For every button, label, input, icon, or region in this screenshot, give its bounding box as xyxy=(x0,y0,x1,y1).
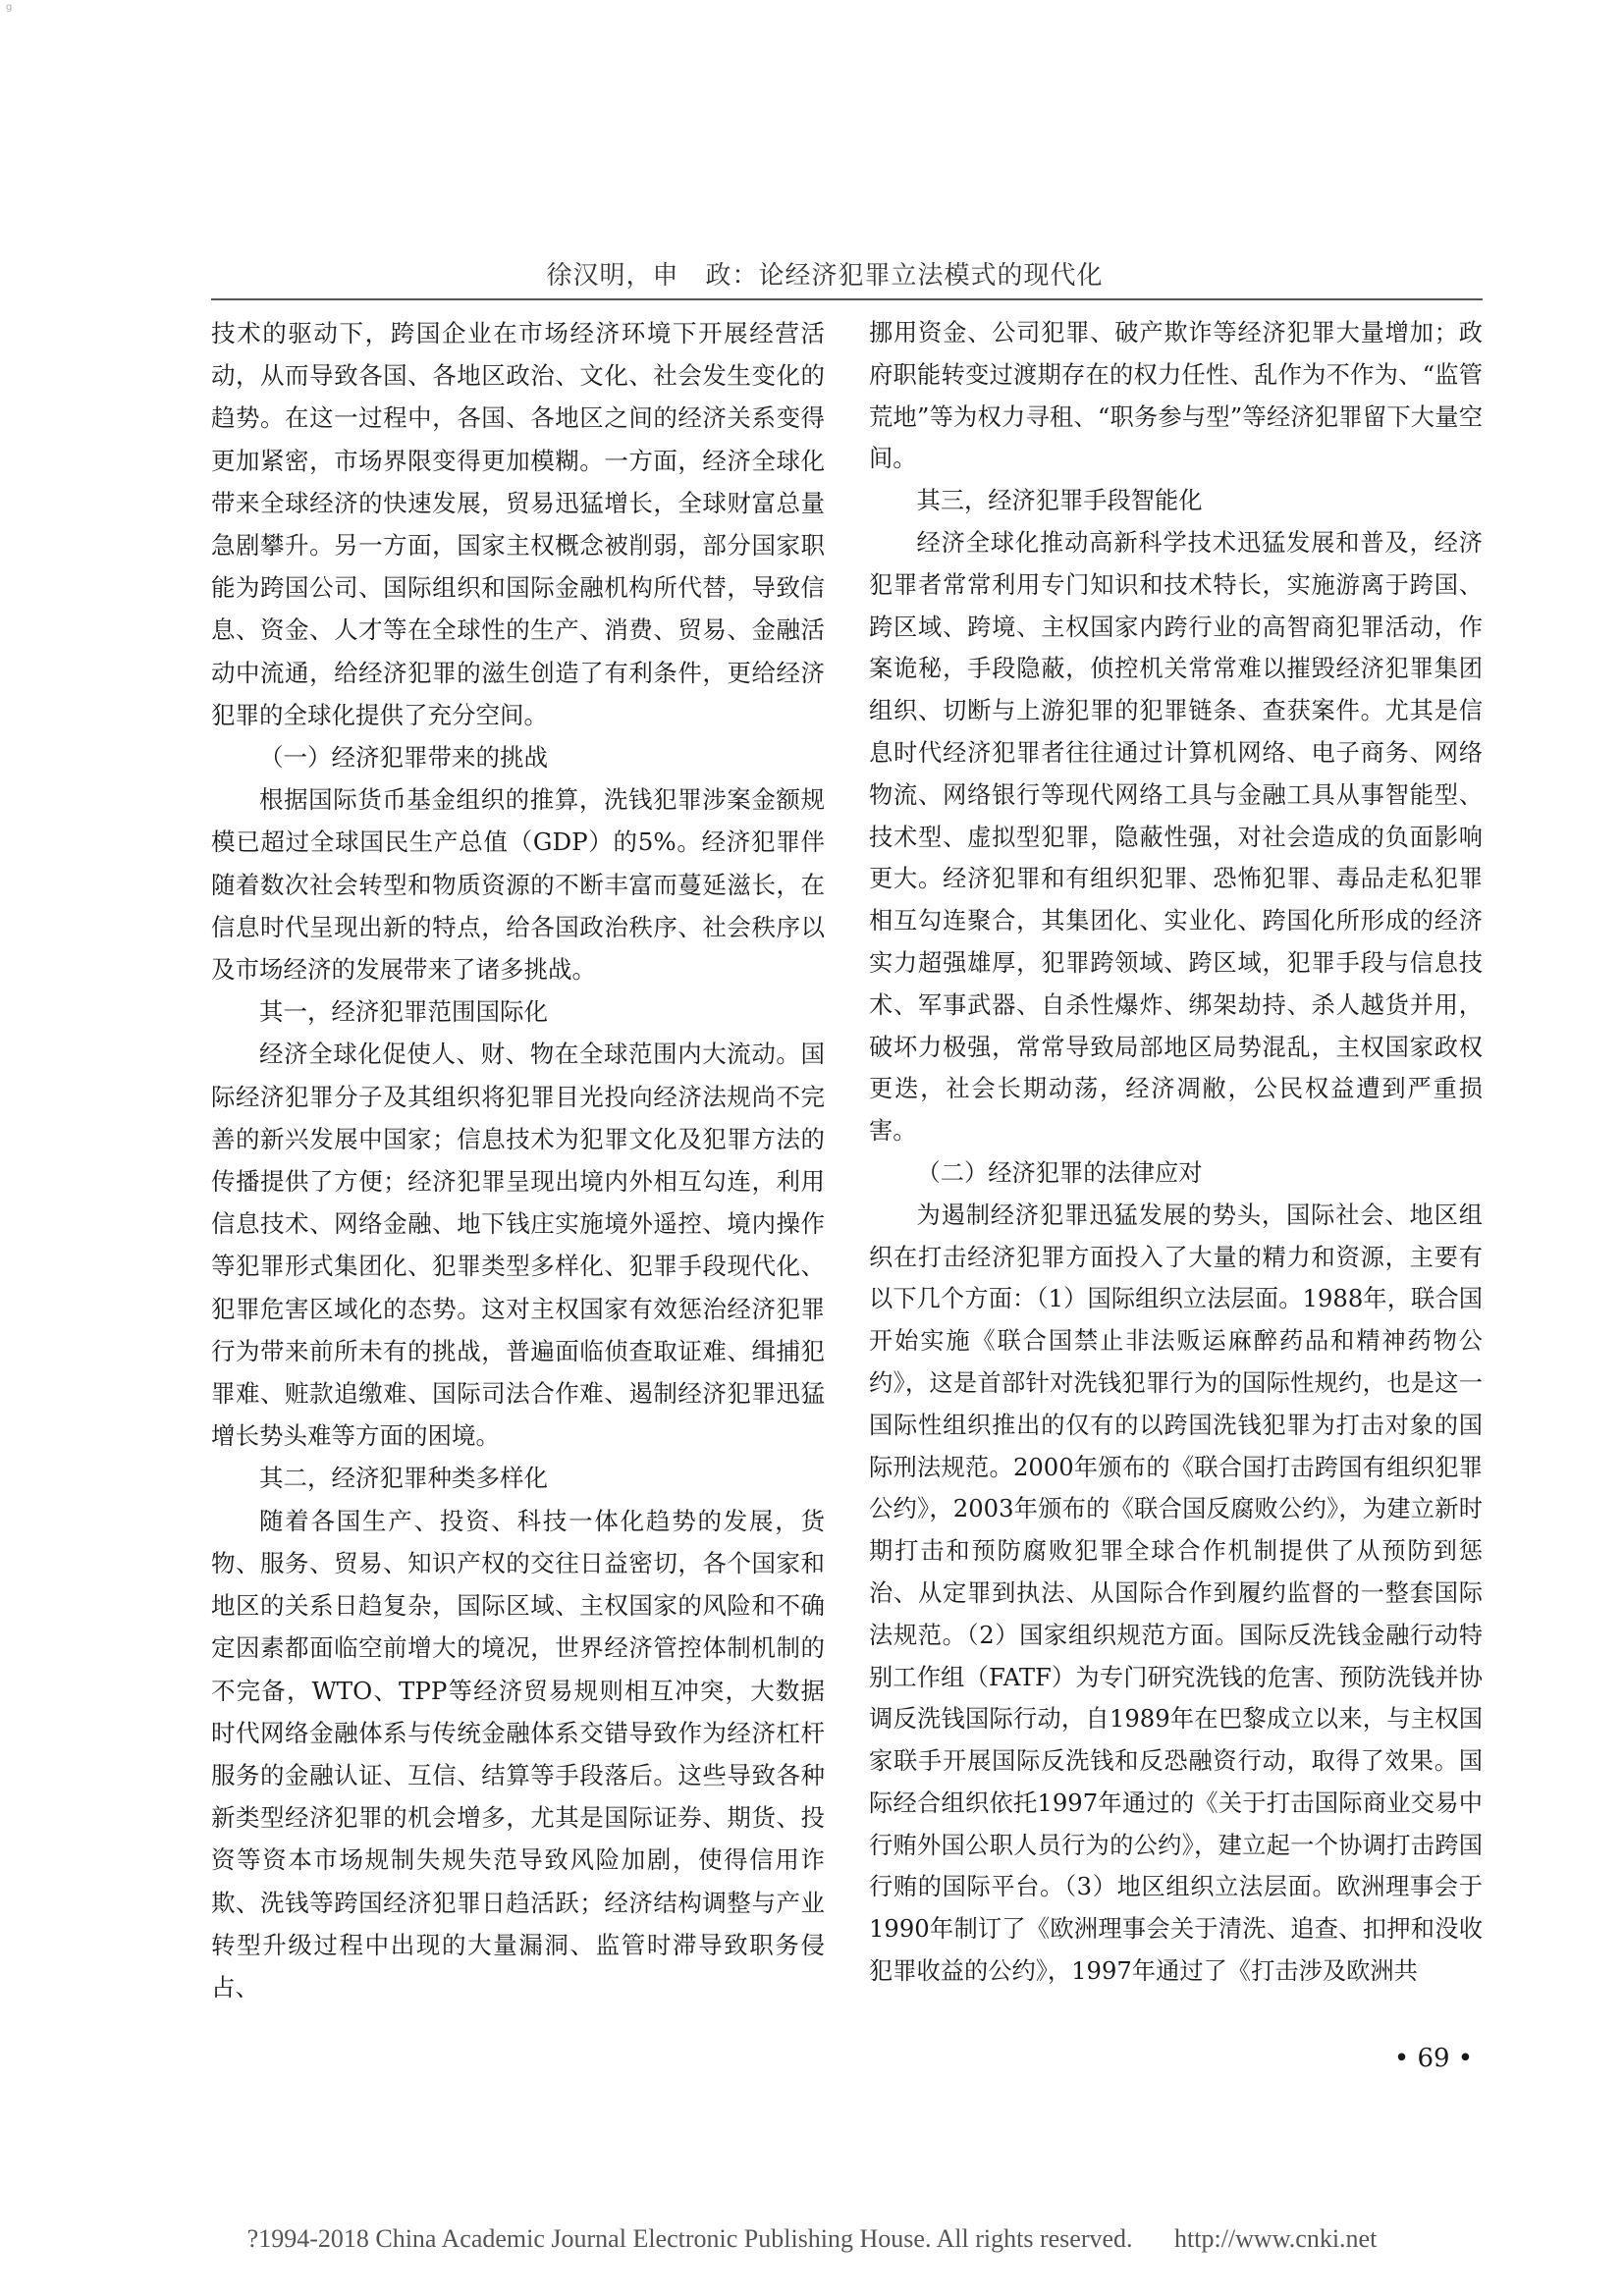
right-column xyxy=(869,312,1483,1993)
copyright-footer xyxy=(0,2224,1624,2254)
paragraph: 挪用资金、公司犯罪、破产欺诈等经济犯罪大量增加；政府职能转变过渡期存在的权力任性、乱作为不作为、“监管荒地”等为权力寻租、“职务参与型”等经济犯罪留下大量空间。 xyxy=(869,318,1483,473)
header-rule xyxy=(211,298,1483,300)
subsection-heading: 其二，经济犯罪种类多样化 xyxy=(259,1464,548,1493)
page-number: • 69 • xyxy=(1393,2044,1474,2073)
copyright-text: ?1994-2018 China Academic Journal Electronic Publishing House. All rights reserved. xyxy=(246,2224,1133,2253)
paragraph: 随着各国生产、投资、科技一体化趋势的发展，货物、服务、贸易、知识产权的交往日益密切，各个国家和地区的关系日趋复杂，国际区域、主权国家的风险和不确定因素都面临空前增大的境况，世界经济管控体制机制的不完备，WTO、TPP等经济贸易规则相互冲突，大数据时代网络金融体系与传统金融体系交错导致作为经济杠杆服务的金融认证、互信、结算等手段落后。这些导致各种新类型经济犯罪的机会增多，尤其是国际证券、期货、投资等资本市场规制失规失范导致风险加剧，使得信用诈欺、洗钱等跨国经济犯罪日趋活跃；经济结构调整与产业转型升级过程中出现的大量漏洞、监管时滞导致职务侵占、 xyxy=(211,1506,825,2002)
section-heading: （二）经济犯罪的法律应对 xyxy=(916,1157,1203,1187)
paragraph: 为遏制经济犯罪迅猛发展的势头，国际社会、地区组织在打击经济犯罪方面投入了大量的精力和资源，主要有以下几个方面：（1）国际组织立法层面。1988年，联合国开始实施《联合国禁止非法贩运麻醉药品和精神药物公约》，这是首部针对洗钱犯罪行为的国际性规约，也是这一国际性组织推出的仅有的以跨国洗钱犯罪为打击对象的国际刑法规范。2000年颁布的《联合国打击跨国有组织犯罪公约》，2003年颁布的《联合国反腐败公约》，为建立新时期打击和预防腐败犯罪全球合作机制提供了从预防到惩治、从定罪到执法、从国际合作到履约监督的一整套国际法规范。（2）国家组织规范方面。国际反洗钱金融行动特别工作组（FATF）为专门研究洗钱的危害、预防洗钱并协调反洗钱国际行动，自1989年在巴黎成立以来，与主权国家联手开展国际反洗钱和反恐融资行动，取得了效果。国际经合组织依托1997年通过的《关于打击国际商业交易中行贿外国公职人员行为的公约》，建立起一个协调打击跨国行贿的国际平台。（3）地区组织立法层面。欧洲理事会于1990年制订了《欧洲理事会关于清洗、追查、扣押和没收犯罪收益的公约》，1997年通过了《打击涉及欧洲共 xyxy=(869,1200,1483,1986)
paragraph: 根据国际货币基金组织的推算，洗钱犯罪涉案金额规模已超过全球国民生产总值（GDP）的5%。经济犯罪伴随着数次社会转型和物质资源的不断丰富而蔓延滋长，在信息时代呈现出新的特点，给各国政治秩序、社会秩序以及市场经济的发展带来了诸多挑战。 xyxy=(211,785,825,985)
paragraph: 经济全球化推动高新科学技术迅猛发展和普及，经济犯罪者常常利用专门知识和技术特长，实施游离于跨国、跨区域、跨境、主权国家内跨行业的高智商犯罪活动，作案诡秘，手段隐蔽，侦控机关常常难以摧毁经济犯罪集团组织、切断与上游犯罪的犯罪链条、查获案件。尤其是信息时代经济犯罪者往往通过计算机网络、电子商务、网络物流、网络银行等现代网络工具与金融工具从事智能型、技术型、虚拟型犯罪，隐蔽性强，对社会造成的负面影响更大。经济犯罪和有组织犯罪、恐怖犯罪、毒品走私犯罪相互勾连聚合，其集团化、实业化、跨国化所形成的经济实力超强雄厚，犯罪跨领域、跨区域，犯罪手段与信息技术、军事武器、自杀性爆炸、绑架劫持、杀人越货并用，破坏力极强，常常导致局部地区局势混乱，主权国家政权更迭，社会长期动荡，经济凋敝，公民权益遭到严重损害。 xyxy=(869,527,1483,1146)
publisher-url[interactable]: http://www.cnki.net xyxy=(1174,2224,1378,2253)
paragraph: 经济全球化促使人、财、物在全球范围内大流动。国际经济犯罪分子及其组织将犯罪目光投向经济法规尚不完善的新兴发展中国家；信息技术为犯罪文化及犯罪方法的传播提供了方便；经济犯罪呈现出境内外相互勾连，利用信息技术、网络金融、地下钱庄实施境外遥控、境内操作等犯罪形式集团化、犯罪类型多样化、犯罪手段现代化、犯罪危害区域化的态势。这对主权国家有效惩治经济犯罪行为带来前所未有的挑战，普遍面临侦查取证难、缉捕犯罪难、赃款追缴难、国际司法合作难、遏制经济犯罪迅猛增长势头难等方面的困境。 xyxy=(211,1040,825,1451)
running-head: 徐汉明，申 政：论经济犯罪立法模式的现代化 xyxy=(546,261,1104,291)
subsection-heading: 其三，经济犯罪手段智能化 xyxy=(916,486,1203,515)
scan-corner-mark: g xyxy=(6,2,13,13)
left-column xyxy=(211,312,825,2008)
section-heading: （一）经济犯罪带来的挑战 xyxy=(259,743,548,773)
paragraph: 技术的驱动下，跨国企业在市场经济环境下开展经营活动，从而导致各国、各地区政治、文化、社会发生变化的趋势。在这一过程中，各国、各地区之间的经济关系变得更加紧密，市场界限变得更加模糊。一方面，经济全球化带来全球经济的快速发展，贸易迅猛增长，全球财富总量急剧攀升。另一方面，国家主权概念被削弱，部分国家职能为跨国公司、国际组织和国际金融机构所代替，导致信息、资金、人才等在全球性的生产、消费、贸易、金融活动中流通，给经济犯罪的滋生创造了有利条件，更给经济犯罪的全球化提供了充分空间。 xyxy=(211,319,825,729)
subsection-heading: 其一，经济犯罪范围国际化 xyxy=(259,997,548,1027)
